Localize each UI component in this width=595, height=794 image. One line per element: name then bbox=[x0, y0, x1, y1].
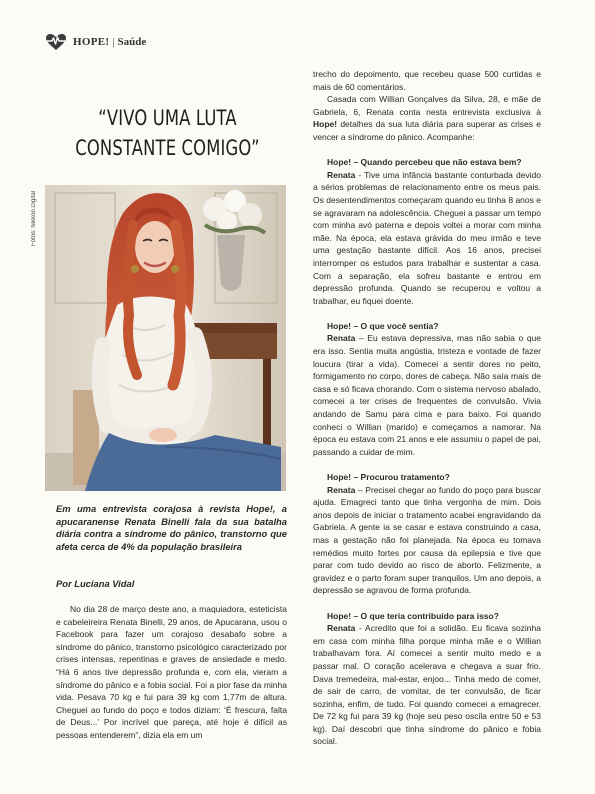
title-line-2: CONSTANTE COMIGO” bbox=[75, 136, 260, 160]
answer-3 bbox=[313, 484, 541, 597]
right-column bbox=[313, 68, 541, 748]
title-line-1: “VIVO UMA LUTA bbox=[98, 106, 237, 130]
speaker-label: Renata bbox=[327, 484, 356, 495]
speaker-label: Renata bbox=[327, 623, 356, 634]
article-byline: Por Luciana Vidal bbox=[56, 578, 135, 589]
answer-3-text: – Precisei chegar ao fundo do poço para buscar ajuda. Emagreci tanto que tinha vergonha de mim. Dois anos depois de iniciar o tratamento acabei engravidando da Gabriela. A gente ia se casar e estava construindo a casa, mas a gestação não foi planejada. Na época eu tomava remédios muito fortes por causa da epilepsia e tive que parar com tudo devido ao risco de aborto. Felizmente, a gravidez e o parto foram super tranquilos. Um ano depois, a depressão se agravou de forma profunda. bbox=[313, 484, 541, 596]
question-2: Hope! – O que você sentia? bbox=[327, 320, 439, 331]
answer-2-text: – Eu estava depressiva, mas não sabia o que era isso. Sentia muita angústia, tristeza e vontade de fazer loucura (tirar a vida). Comecei a sentir dores no peito, formigamento no corpo, dores de cabeça. Não saía mais de casa e só ficava chorando. Com o sistema nervoso abalado, comecei a ter crises de frequentes de convulsão. Vivia andando de Samu para cima e para baixo. Foi quando conheci o Willian (marido) e começamos a namorar. Na época eu estava com 21 anos e ele assumiu o papel de pai, passando a cuidar de mim. bbox=[313, 333, 541, 457]
question-3: Hope! – Procurou tratamento? bbox=[327, 472, 450, 482]
p2-brand: Hope! bbox=[313, 119, 338, 130]
answer-4-text: - Acredito que foi a solidão. Eu ficava sozinha em casa com minha filha porque minha mãe e o Willian trabalhavam fora. Aí comecei a sentir muito medo e a passar mal. O coração acelerava e chegava a suar frio. Dava tremedeira, mal-estar, enjoo... Tinha medo de comer, de sair de carro, de vomitar, de ter convulsão, de ficar sozinha, enfim, de tudo. Foi quando comecei a emagrecer. De 72 kg fui para 39 kg (hoje seu peso oscila entre 50 e 53 kg). Daí descobri que tinha síndrome do pânico e fobia social. bbox=[313, 623, 541, 747]
p2-text-post: detalhes da sua luta diária para superar as crises e vencer a síndrome do pânico. Acompanhe: bbox=[313, 119, 541, 142]
article-lead: Em uma entrevista corajosa à revista Hope!, a apucaranense Renata Binelli fala da sua batalha diária contra a síndrome do pânico, transtorno que afeta cerca de 4% da população brasileira bbox=[56, 503, 287, 552]
body-paragraph-1-continued: trecho do depoimento, que recebeu quase 500 curtidas e mais de 60 comentários. bbox=[313, 69, 541, 92]
section-name: Saúde bbox=[117, 36, 147, 48]
body-paragraph-1: No dia 28 de março deste ano, a maquiadora, esteticista e cabeleireira Renata Binelli, 29 anos, de Apucarana, usou o Facebook para fazer um corajoso desabafo sobre a síndrome do pânico, transtorno psicológico caracterizado por crises intensas, repentinas e graves de ansiedade e medo. “Há 6 anos tive depressão profunda e, com ela, vieram a síndrome do pânico e a fobia social. Foi a pior fase da minha vida. Pesava 70 kg e fui para 39 kg com 1,77m de altura. Cheguei ao fundo do poço e todos diziam: ‘É frescura, falta de Deus...’ Por incrível que pareça, até hoje é difícil as pessoas entenderem”, dizia ela em um bbox=[56, 604, 287, 740]
article-photo bbox=[45, 185, 286, 491]
answer-2 bbox=[313, 332, 541, 458]
heart-pulse-icon bbox=[45, 33, 67, 51]
question-1: Hope! – Quando percebeu que não estava bem? bbox=[327, 157, 522, 168]
answer-1-text: - Tive uma infância bastante conturbada devido a sérios problemas de relacionamento entre os meus pais. Os desentendimentos começaram quando eu tinha 8 anos e se agravaram na adolescência. Cheguei a passar um tempo com minha avó paterna e depois voltei a morar com minha mãe. Na época, ela estava grávida do meu irmão e teve uma gestação bastante difícil. Aos 16 anos, precisei interromper os estudos para trabalhar e sustentar a casa. Com a separação, ela sofreu bastante e entrou em depressão profunda. Quando se recuperou e voltou a trabalhar, eu fiquei doente. bbox=[313, 169, 541, 306]
header-separator: | bbox=[112, 36, 115, 48]
speaker-label: Renata bbox=[327, 169, 356, 180]
photo-credit: Fotos: Nikkon Digital bbox=[31, 190, 37, 246]
article-title bbox=[72, 103, 263, 163]
speaker-label: Renata bbox=[327, 333, 356, 344]
portrait-illustration bbox=[45, 185, 286, 491]
answer-1 bbox=[313, 169, 541, 308]
page-header bbox=[45, 33, 146, 51]
p2-text-pre: Casada com Willian Gonçalves da Silva, 28, e mãe de Gabriela, 6, Renata conta nesta entrevista exclusiva à bbox=[313, 94, 541, 117]
magazine-brand: HOPE! bbox=[73, 36, 110, 48]
body-paragraph-2 bbox=[313, 93, 541, 143]
question-4: Hope! – O que teria contribuído para isso? bbox=[327, 610, 499, 621]
answer-4 bbox=[313, 622, 541, 748]
